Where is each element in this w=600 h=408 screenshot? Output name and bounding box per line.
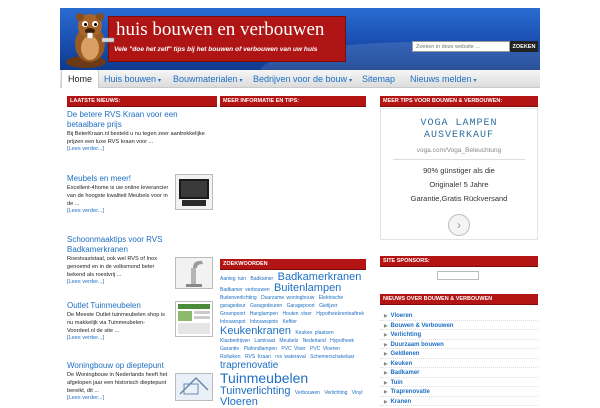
- tag-link[interactable]: Verlichting: [324, 390, 348, 396]
- arrow-right-icon: ▶: [384, 379, 388, 385]
- news-category-item[interactable]: [380, 340, 538, 350]
- post-title[interactable]: Meubels en meer!: [67, 174, 132, 183]
- news-category-label: Verlichting: [390, 332, 422, 338]
- tag-link[interactable]: PVC Vloer: [281, 346, 306, 352]
- nav-label: Nieuws melden: [410, 74, 472, 84]
- right-sidebar: [380, 96, 538, 405]
- post-title[interactable]: Woningbouw op dieptepunt: [67, 361, 164, 370]
- nav-label: Home: [68, 74, 93, 84]
- main-nav: [60, 70, 540, 88]
- search-input[interactable]: [412, 41, 510, 52]
- post-title[interactable]: Schoonmaaktips voor RVS Badkamerkranen: [67, 235, 163, 254]
- nav-item-nieuws-melden[interactable]: [410, 70, 477, 88]
- tag-link[interactable]: Keukenkranen: [220, 325, 291, 337]
- tag-link[interactable]: Buitenverlichting: [220, 295, 257, 301]
- chevron-down-icon: ▾: [239, 78, 243, 84]
- news-category-label: Geldlenen: [390, 351, 420, 357]
- read-more-link[interactable]: [Lees verder...]: [67, 146, 105, 152]
- tv-image-icon: [176, 175, 212, 209]
- tv-thumbnail[interactable]: [175, 174, 213, 210]
- news-category-item[interactable]: [380, 321, 538, 331]
- site-title[interactable]: huis bouwen en verbouwen: [116, 19, 325, 40]
- nav-item-sitemap[interactable]: [362, 70, 395, 88]
- arrow-right-icon: ▶: [384, 322, 388, 328]
- arrow-right-icon: ▶: [384, 332, 388, 337]
- site-tagline: Vele "doe het zelf" tips bij het bouwen of verbouwen van uw huis: [114, 46, 318, 53]
- nav-label: Huis bouwen: [104, 74, 157, 84]
- post-excerpt: De Woningbouw in Nederlands heeft het afgelopen jaar een historisch dieptepunt bereikt, dit ...: [67, 372, 168, 394]
- tag-link[interactable]: Nederland: [302, 338, 326, 344]
- sponsor-slot[interactable]: [437, 271, 479, 280]
- news-category-item[interactable]: [380, 359, 538, 369]
- news-post: [67, 110, 217, 152]
- beaver-mascot-icon: [64, 10, 116, 70]
- blueprint-image-icon: [176, 374, 212, 400]
- post-title[interactable]: Outlet Tuinmeubelen: [67, 301, 141, 310]
- news-post: [67, 361, 217, 401]
- tag-link[interactable]: Schemerschakelaar: [310, 354, 355, 360]
- tag-link[interactable]: Inbouwspots: [249, 319, 279, 325]
- post-title[interactable]: De betere RVS Kraan voor een betaalbare prijs: [67, 110, 178, 129]
- arrow-right-icon: ▶: [384, 389, 388, 394]
- keywords-heading: ZOEKWOORDEN: [220, 259, 366, 270]
- tag-link[interactable]: Plafondlampen: [243, 346, 277, 352]
- read-more-link[interactable]: [Lees verder...]: [67, 335, 105, 341]
- tag-link[interactable]: Garagedeuren: [249, 303, 283, 309]
- news-category-label: Duurzaam bouwen: [390, 341, 444, 348]
- arrow-right-icon: ▶: [384, 351, 388, 356]
- ad-body-line: Garantie,Gratis Rückversand: [410, 194, 508, 203]
- news-post: [67, 235, 217, 285]
- tag-link[interactable]: Hanglampen: [249, 311, 279, 317]
- keyword-cloud-section: [220, 259, 366, 408]
- tag-link[interactable]: Badkamerkranen: [277, 271, 362, 283]
- page-wrapper: [60, 8, 540, 408]
- news-list-heading: NIEUWS OVER BOUWEN & VERBOUWEN: [380, 294, 538, 305]
- advertisement[interactable]: [380, 108, 538, 240]
- news-category-item[interactable]: [380, 311, 538, 321]
- tips-heading: MEER TIPS VOOR BOUWEN & VERBOUWEN:: [380, 96, 538, 107]
- info-tips-heading: MEER INFORMATIE EN TIPS:: [220, 96, 366, 107]
- arrow-right-icon: ▶: [384, 360, 388, 366]
- tag-link[interactable]: Verbouwen: [294, 390, 320, 396]
- tag-link[interactable]: Buitenlampen: [274, 282, 342, 294]
- faucet-image-icon: [176, 258, 212, 288]
- latest-news-column: [67, 96, 217, 401]
- post-excerpt: Bij BeterKraan.nl besteld u nu tegen zeer aantrekkelijke prijzen een luxe RVS kraan voor ...: [67, 131, 205, 145]
- tag-link[interactable]: Badkamer: [250, 276, 274, 282]
- nav-item-home[interactable]: [61, 70, 99, 88]
- news-post: [67, 301, 217, 341]
- tag-link[interactable]: garagedeur: [220, 303, 246, 309]
- tag-link[interactable]: Gietijzer: [319, 303, 338, 309]
- tag-link[interactable]: Duurzame woningbouw: [261, 295, 315, 301]
- faucet-thumbnail[interactable]: [175, 257, 213, 289]
- news-category-label: Vloeren: [390, 313, 413, 319]
- chevron-right-icon[interactable]: ›: [448, 214, 470, 236]
- arrow-right-icon: ▶: [384, 341, 388, 347]
- tag-link[interactable]: Elektrische: [318, 295, 344, 301]
- tag-link[interactable]: Klasbedrijven: [220, 338, 251, 344]
- news-category-item[interactable]: [380, 368, 538, 378]
- nav-label: Bedrijven voor de bouw: [253, 74, 348, 84]
- tag-link[interactable]: Tuinverlichting: [220, 385, 291, 397]
- website-image-icon: [176, 302, 212, 336]
- blueprint-thumbnail[interactable]: [175, 373, 213, 401]
- news-category-item[interactable]: [380, 378, 538, 388]
- news-category-label: Badkamer: [390, 370, 420, 376]
- tag-link[interactable]: Tuinmeubelen: [220, 370, 309, 386]
- arrow-right-icon: ▶: [384, 313, 388, 318]
- nav-item-bedrijven[interactable]: [253, 70, 352, 88]
- news-category-item[interactable]: [380, 387, 538, 397]
- website-thumbnail[interactable]: [175, 301, 213, 337]
- tag-link[interactable]: Keuken plaatsen: [295, 330, 334, 336]
- news-category-label: Tuin: [390, 379, 403, 386]
- tag-link[interactable]: Garagepoort: [286, 303, 315, 309]
- nav-item-bouwmaterialen[interactable]: [173, 70, 243, 88]
- news-category-label: Bouwen & Verbouwen: [390, 322, 454, 329]
- tag-link[interactable]: Meubels: [279, 338, 299, 344]
- tag-link[interactable]: PVC Vloeren: [310, 346, 340, 352]
- tag-link[interactable]: Rolluiken: [220, 354, 241, 360]
- tag-link[interactable]: Keftier: [282, 319, 297, 325]
- info-tips-column: [220, 96, 366, 408]
- ad-title-line: AUSVERKAUF: [423, 130, 494, 141]
- chevron-down-icon: ▾: [473, 78, 477, 84]
- chevron-down-icon: ▾: [349, 78, 353, 84]
- tag-link[interactable]: rvs wateraval: [275, 354, 306, 360]
- tag-link[interactable]: Groenpoort: [220, 311, 246, 317]
- ad-body-line: 90% günstiger als die: [423, 166, 495, 175]
- arrow-right-icon: ▶: [384, 370, 388, 375]
- tag-link[interactable]: Aanleg tuin: [220, 276, 247, 282]
- ad-body-line: Originale! 5 Jahre: [429, 180, 489, 189]
- site-header: [60, 8, 540, 70]
- ad-title-line: VOGA LAMPEN: [420, 118, 498, 129]
- arrow-right-icon: ▶: [384, 398, 388, 404]
- tag-link[interactable]: RVS Kraan: [244, 354, 271, 360]
- search-button[interactable]: ZOEKEN: [510, 41, 538, 52]
- read-more-link[interactable]: [Lees verder...]: [67, 395, 105, 401]
- nav-label: Sitemap: [362, 74, 396, 84]
- sponsors-heading: SITE SPONSORS:: [380, 256, 538, 267]
- ad-body: [381, 164, 537, 206]
- tag-link[interactable]: Hypotheek: [330, 338, 355, 344]
- tag-link[interactable]: Vloeren: [220, 396, 258, 408]
- news-post: [67, 174, 217, 214]
- tag-link[interactable]: Inbouwspot: [220, 319, 246, 325]
- news-category-list: [380, 311, 538, 406]
- tag-link[interactable]: Vinyl: [351, 390, 363, 396]
- tag-cloud: [220, 270, 366, 408]
- ad-url[interactable]: voga.com/Voga_Beleuchtung: [416, 147, 502, 154]
- tag-link[interactable]: Badkamer verbouwen: [220, 287, 270, 293]
- post-excerpt: Excellent-4home is uw online leverancier van de hoogste kwaliteit Meubels voor in de ...: [67, 185, 169, 207]
- tag-link[interactable]: Laminaat: [254, 338, 275, 344]
- news-category-label: Kranen: [390, 398, 412, 405]
- ad-divider: [393, 159, 525, 160]
- chevron-down-icon: ▾: [158, 78, 162, 84]
- post-excerpt: De Meeste Outlet tuinmeubelen shop is nu makkelijk via Tuinmeubelen-Voordeel.nl de site ...: [67, 312, 165, 334]
- news-category-label: Keuken: [390, 360, 413, 367]
- read-more-link[interactable]: [Lees verder...]: [67, 208, 105, 214]
- news-category-item[interactable]: [380, 349, 538, 359]
- news-category-label: Traprenovatie: [390, 389, 430, 395]
- news-category-item[interactable]: [380, 330, 538, 340]
- news-category-item[interactable]: [380, 397, 538, 407]
- tag-link[interactable]: traprenovatie: [220, 360, 279, 371]
- nav-label: Bouwmaterialen: [173, 74, 238, 84]
- read-more-link[interactable]: [Lees verder...]: [67, 279, 105, 285]
- tag-link[interactable]: Garantie: [220, 346, 240, 352]
- ad-title[interactable]: [381, 118, 537, 142]
- post-excerpt: Roestvaststaal, ook wel RVS of Inox genoemd en in de volksmond beter bekend als roestvrij ...: [67, 256, 158, 278]
- nav-item-huis-bouwen[interactable]: [104, 70, 161, 88]
- tag-link[interactable]: Houten vloer: [282, 311, 312, 317]
- tag-link[interactable]: Hypotheekrenteaftrek: [316, 311, 364, 317]
- latest-news-heading: LAATSTE NIEUWS:: [67, 96, 217, 107]
